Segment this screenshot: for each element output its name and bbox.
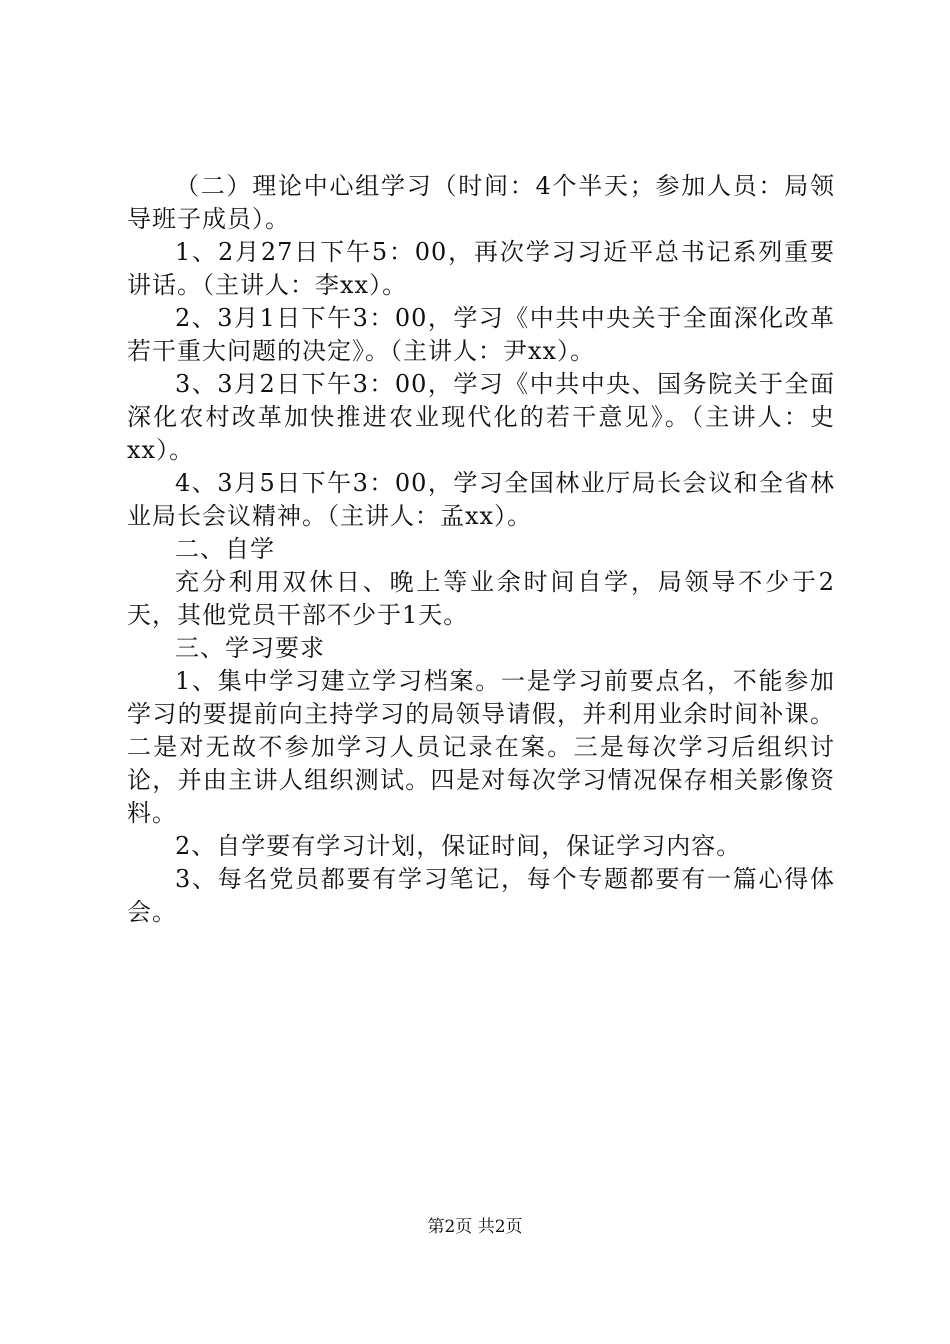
paragraph-requirement-2: 2、自学要有学习计划，保证时间，保证学习内容。	[175, 832, 742, 860]
paragraph-session-1: 1、2月27日下午5：00，再次学习习近平总书记系列重要讲话。（主讲人：李xx）。	[127, 238, 835, 299]
paragraph-self-study: 充分利用双休日、晚上等业余时间自学，局领导不少于2天，其他党员干部不少于1天。	[127, 568, 835, 629]
section-heading-requirements: 三、学习要求	[175, 634, 325, 662]
page-number-footer: 第2页 共2页	[427, 1217, 523, 1237]
document-body	[127, 170, 835, 929]
paragraph-requirement-1: 1、集中学习建立学习档案。一是学习前要点名，不能参加学习的要提前向主持学习的局领导请假，并利用业余时间补课。二是对无故不参加学习人员记录在案。三是每次学习后组织讨论，并由主讲人组织测试。四是对每次学习情况保存相关影像资料。	[127, 667, 835, 827]
paragraph-requirement-3: 3、每名党员都要有学习笔记，每个专题都要有一篇心得体会。	[127, 865, 835, 926]
paragraph-theory-group-study: （二）理论中心组学习（时间：4个半天；参加人员：局领导班子成员）。	[127, 172, 835, 233]
paragraph-session-4: 4、3月5日下午3：00，学习全国林业厅局长会议和全省林业局长会议精神。（主讲人：孟xx）。	[127, 469, 835, 530]
paragraph-session-2: 2、3月1日下午3：00，学习《中共中央关于全面深化改革若干重大问题的决定》。（主讲人：尹xx）。	[127, 304, 835, 365]
paragraph-session-3: 3、3月2日下午3：00，学习《中共中央、国务院关于全面深化农村改革加快推进农业现代化的若干意见》。（主讲人：史xx）。	[127, 370, 835, 464]
section-heading-self-study: 二、自学	[175, 535, 275, 563]
